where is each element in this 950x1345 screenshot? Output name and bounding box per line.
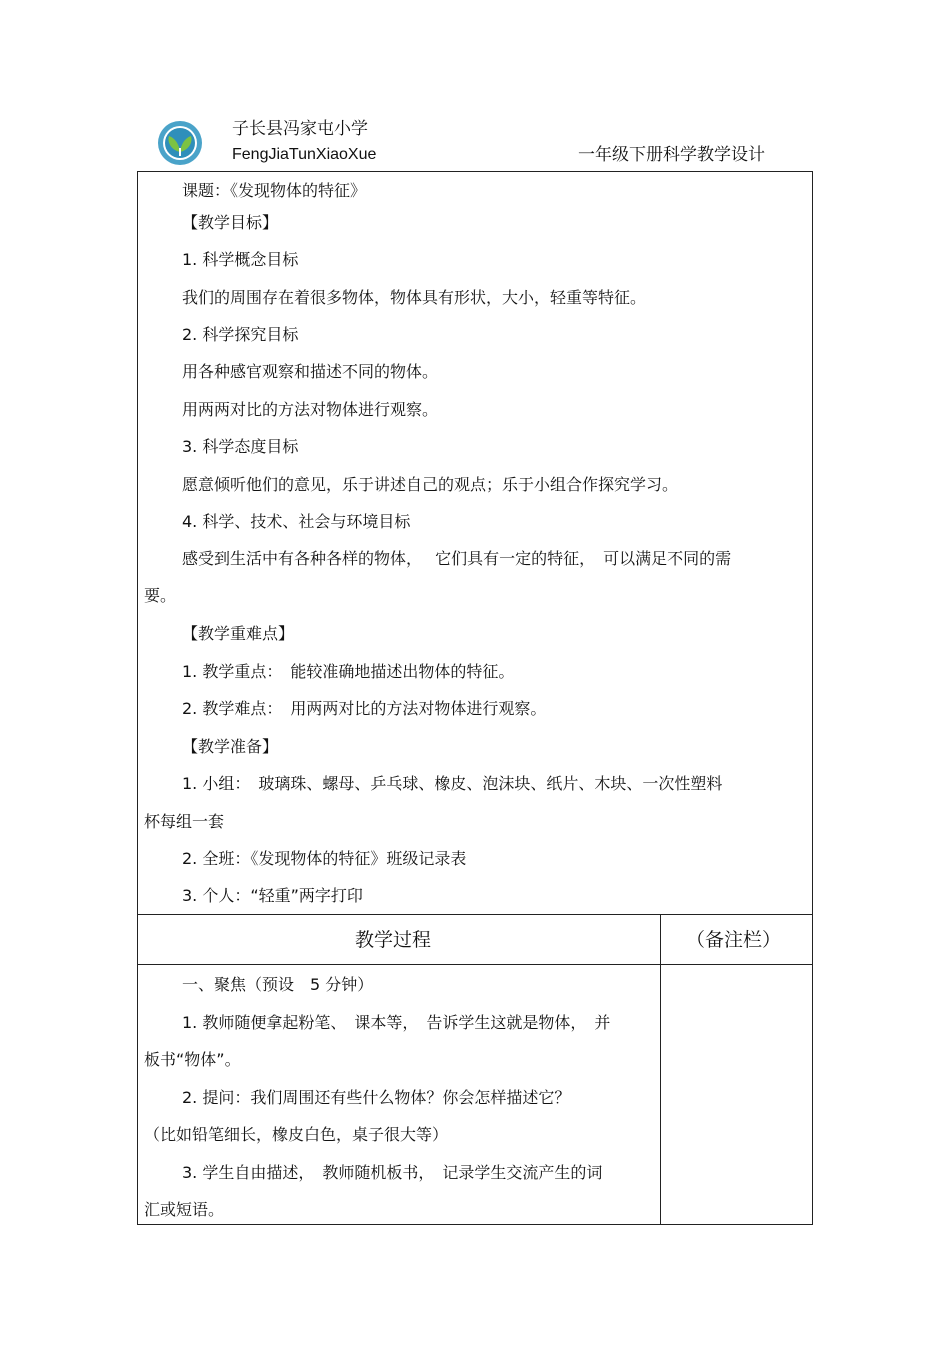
section-heading: 【教学目标】	[182, 213, 279, 232]
process-column-header: 教学过程	[355, 929, 432, 951]
school-name-en: FengJiaTunXiaoXue	[232, 146, 377, 163]
section-heading: 【教学重难点】	[182, 624, 295, 643]
preparation-item: 1. 小组： 玻璃珠、螺母、乒乓球、橡皮、泡沫块、纸片、木块、一次性塑料	[182, 774, 723, 793]
key-point: 1. 教学重点： 能较准确地描述出物体的特征。	[182, 662, 515, 681]
preparation-item: 3. 个人：“轻重”两字打印	[182, 886, 363, 905]
school-name-cn: 子长县冯家屯小学	[232, 119, 368, 139]
goal-text: 愿意倾听他们的意见，乐于讲述自己的观点；乐于小组合作探究学习。	[182, 475, 679, 494]
goal-text: 感受到生活中有各种各样的物体， 它们具有一定的特征， 可以满足不同的需	[182, 549, 732, 568]
document-type: 一年级下册科学教学设计	[578, 145, 765, 165]
goal-heading: 1. 科学概念目标	[182, 250, 299, 269]
notes-column-header: （备注栏）	[686, 929, 782, 951]
goal-heading: 2. 科学探究目标	[182, 325, 299, 344]
goal-text-cont: 要。	[144, 586, 177, 605]
goal-text: 我们的周围存在着很多物体，物体具有形状，大小，轻重等特征。	[182, 288, 647, 307]
key-point: 2. 教学难点： 用两两对比的方法对物体进行观察。	[182, 699, 547, 718]
process-step: 3. 学生自由描述， 教师随机板书， 记录学生交流产生的词	[182, 1163, 603, 1182]
process-step-heading: 一、聚焦（预设 5 分钟）	[182, 975, 374, 994]
preparation-item: 2. 全班：《发现物体的特征》班级记录表	[182, 849, 467, 868]
process-step: 1. 教师随便拿起粉笔、 课本等， 告诉学生这就是物体， 并	[182, 1013, 611, 1032]
goal-heading: 3. 科学态度目标	[182, 437, 299, 456]
goal-text: 用各种感官观察和描述不同的物体。	[182, 362, 439, 381]
table-divider	[137, 964, 813, 965]
preparation-item-cont: 杯每组一套	[144, 812, 225, 831]
goal-heading: 4. 科学、技术、社会与环境目标	[182, 512, 411, 531]
school-logo	[157, 120, 203, 166]
lesson-title: 课题：《发现物体的特征》	[182, 181, 367, 200]
process-step-cont: （比如铅笔细长，橡皮白色，桌子很大等）	[144, 1125, 449, 1144]
process-step-cont: 汇或短语。	[144, 1200, 225, 1219]
section-heading: 【教学准备】	[182, 737, 279, 756]
column-divider	[660, 914, 661, 1225]
table-divider	[137, 914, 813, 915]
process-step: 2. 提问：我们周围还有些什么物体？你会怎样描述它？	[182, 1088, 571, 1107]
goal-text: 用两两对比的方法对物体进行观察。	[182, 400, 439, 419]
process-step-cont: 板书“物体”。	[144, 1050, 241, 1069]
